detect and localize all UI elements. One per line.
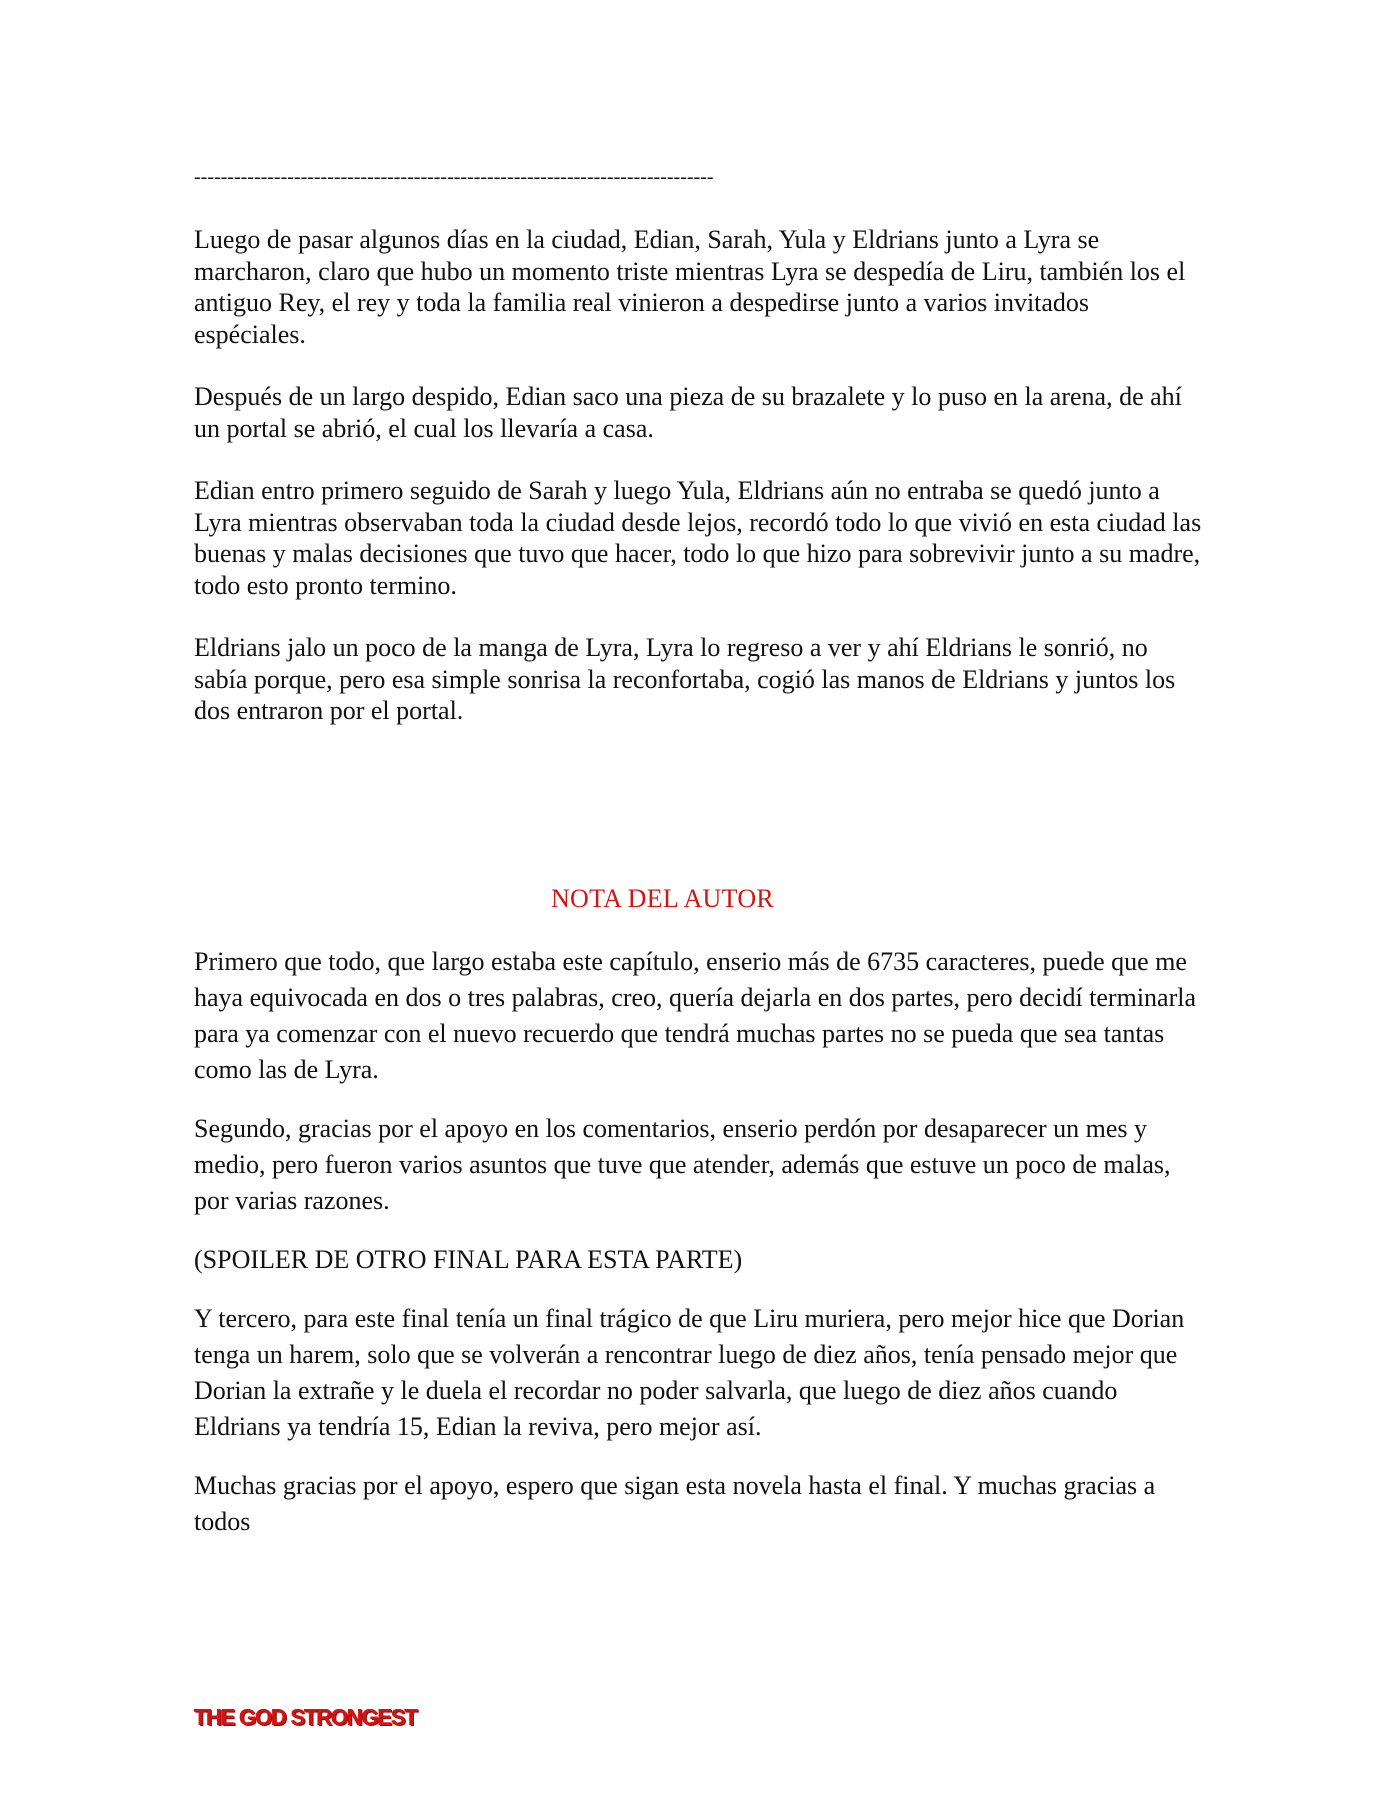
author-note-paragraph-4: Muchas gracias por el apoyo, espero que sigan esta novela hasta el final. Y muchas gracias a todos: [194, 1471, 1156, 1536]
author-note-spoiler-heading: (SPOILER DE OTRO FINAL PARA ESTA PARTE): [194, 1245, 743, 1274]
author-note-section: [194, 944, 1206, 1563]
separator-line: ------------------------------------------------------------------------------: [194, 166, 714, 188]
story-paragraph-3: Edian entro primero seguido de Sarah y luego Yula, Eldrians aún no entraba se quedó junto a Lyra mientras observaban toda la ciudad desde lejos, recordó todo lo que vivió en esta ciudad las buenas y malas decisiones que tuvo que hacer, todo lo que hizo para sobrevivir junto a su madre, todo esto pronto termino.: [194, 476, 1202, 600]
story-paragraph-1: Luego de pasar algunos días en la ciudad, Edian, Sarah, Yula y Eldrians junto a Lyra se marcharon, claro que hubo un momento triste mientras Lyra se despedía de Liru, también los el antiguo Rey, el rey y toda la familia real vinieron a despedirse junto a varios invitados espéciales.: [194, 225, 1186, 349]
story-paragraph-2: Después de un largo despido, Edian saco una pieza de su brazalete y lo puso en la arena, de ahí un portal se abrió, el cual los llevaría a casa.: [194, 382, 1182, 443]
story-paragraph-4: Eldrians jalo un poco de la manga de Lyra, Lyra lo regreso a ver y ahí Eldrians le sonrió, no sabía porque, pero esa simple sonrisa la reconfortaba, cogió las manos de Eldrians y juntos los dos entraron por el portal.: [194, 633, 1176, 725]
author-note-paragraph-2: Segundo, gracias por el apoyo en los comentarios, enserio perdón por desaparecer un mes y medio, pero fueron varios asuntos que tuve que atender, además que estuve un poco de malas, por varias razones.: [194, 1114, 1171, 1215]
author-note-title: NOTA DEL AUTOR: [550, 884, 775, 913]
author-note-paragraph-1: Primero que todo, que largo estaba este capítulo, enserio más de 6735 caracteres, puede que me haya equivocada en dos o tres palabras, creo, quería dejarla en dos partes, pero decidí terminarla para ya comenzar con el nuevo recuerdo que tendrá muchas partes no se pueda que sea tantas como las de Lyra.: [194, 947, 1197, 1084]
story-section: [194, 224, 1206, 758]
footer-logo: THE GOD STRONGEST: [194, 1704, 417, 1731]
author-note-paragraph-3: Y tercero, para este final tenía un final trágico de que Liru muriera, pero mejor hice que Dorian tenga un harem, solo que se volverán a rencontrar luego de diez años, tenía pensado mejor que Dorian la extrañe y le duela el recordar no poder salvarla, que luego de diez años cuando Eldrians ya tendría 15, Edian la reviva, pero mejor así.: [194, 1304, 1185, 1441]
